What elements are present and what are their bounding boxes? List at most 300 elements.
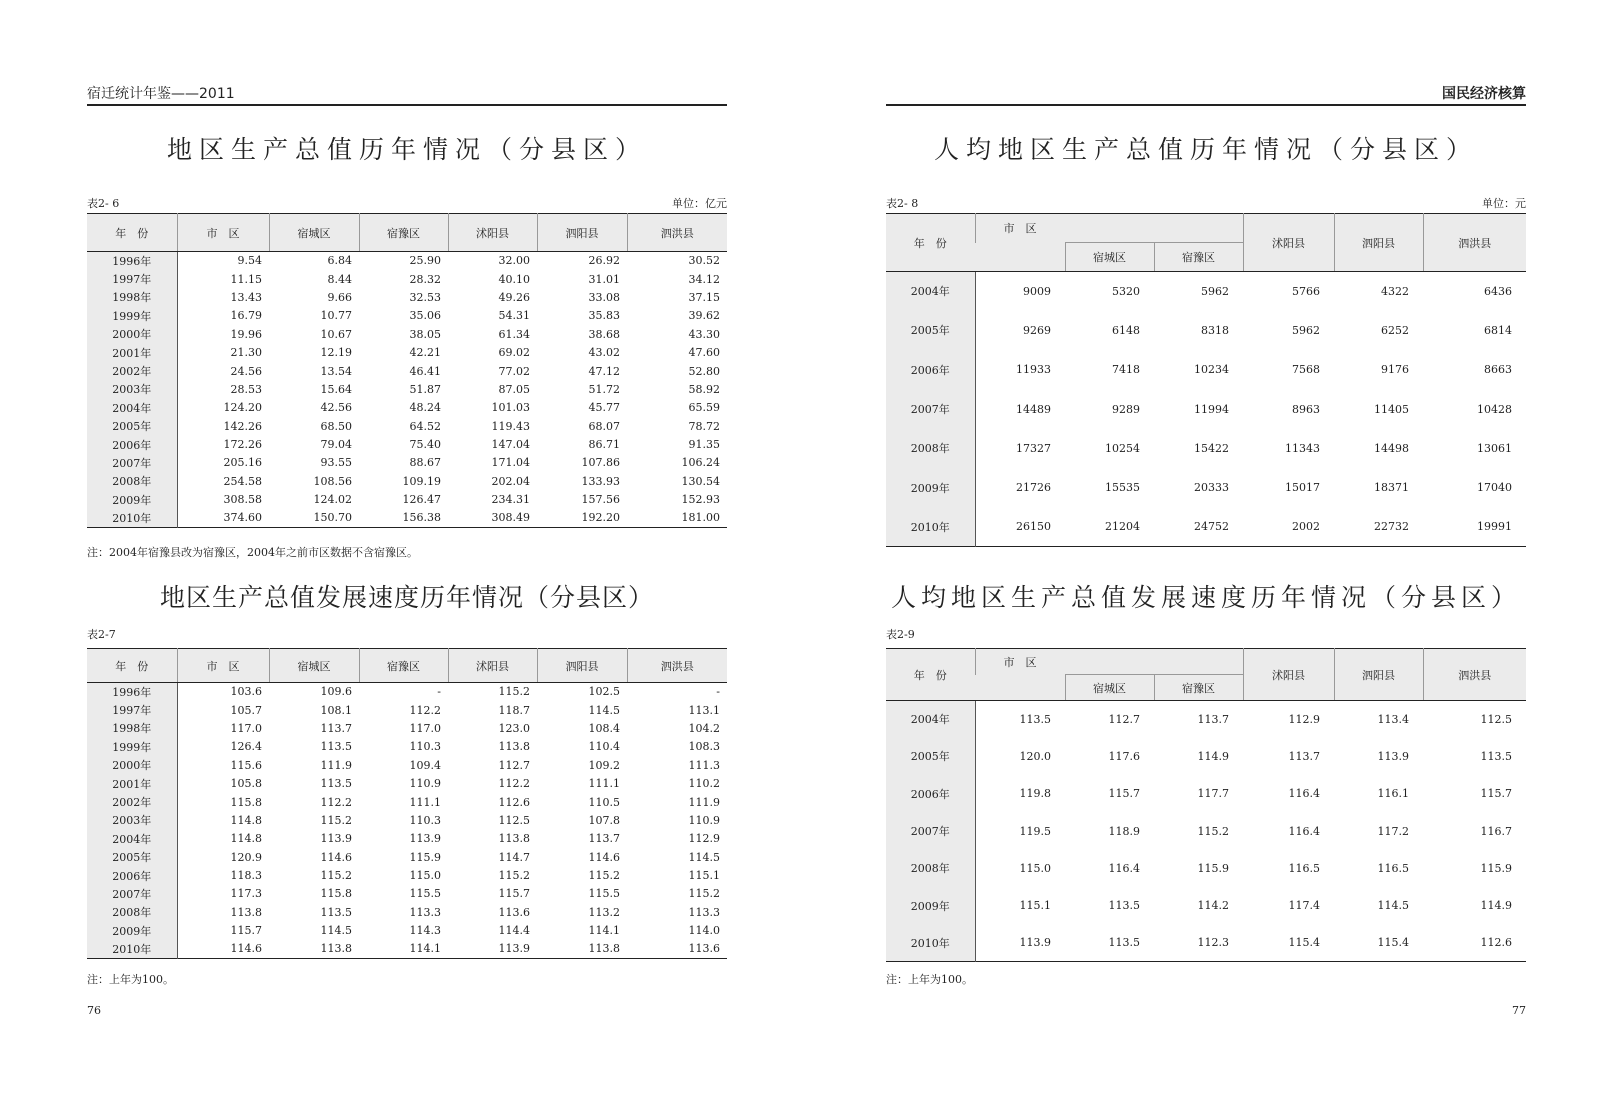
value-cell: 156.38	[402, 511, 441, 525]
value-cell: 112.5	[1480, 712, 1512, 726]
table-row	[87, 756, 727, 774]
table-row	[886, 887, 1526, 924]
value-cell: 150.70	[313, 511, 352, 525]
value-cell: 108.1	[320, 703, 352, 717]
value-cell: 9289	[1112, 402, 1140, 416]
value-cell: 39.62	[688, 309, 720, 323]
value-cell: 111.9	[320, 758, 352, 772]
year-cell: 2010年	[87, 940, 177, 958]
value-cell: 107.86	[581, 456, 620, 470]
value-cell: 88.67	[409, 456, 441, 470]
table-note: 注：上年为100。	[886, 973, 973, 986]
year-cell: 2009年	[886, 887, 975, 924]
column-header: 沭阳县	[1243, 649, 1334, 701]
value-cell: 115.8	[320, 887, 352, 901]
header-row	[87, 649, 727, 683]
table-row	[87, 270, 727, 288]
value-cell: 108.56	[313, 474, 352, 488]
table-row	[87, 811, 727, 829]
value-cell: 69.02	[498, 346, 530, 360]
column-header: 年 份	[87, 649, 177, 683]
year-cell: 2002年	[87, 793, 177, 811]
value-cell: 35.83	[588, 309, 620, 323]
table-row	[87, 885, 727, 903]
value-cell: 51.87	[409, 382, 441, 396]
table-row	[87, 288, 727, 306]
value-cell: 113.7	[588, 832, 620, 846]
value-cell: 54.31	[498, 309, 530, 323]
table-row	[886, 850, 1526, 887]
value-cell: 172.26	[223, 438, 262, 452]
value-cell: 115.7	[1108, 787, 1140, 801]
value-cell: 115.5	[588, 887, 620, 901]
column-header: 宿豫区	[359, 649, 448, 683]
value-cell: 111.9	[688, 795, 720, 809]
value-cell: 114.5	[688, 850, 720, 864]
column-header: 宿城区	[1065, 675, 1154, 701]
value-cell: 28.53	[230, 382, 262, 396]
table-title: 地区生产总值发展速度历年情况（分县区）	[159, 583, 654, 612]
right-page	[886, 0, 1526, 1099]
value-cell: 114.2	[1197, 899, 1229, 913]
value-cell: 12.19	[320, 346, 352, 360]
value-cell: 114.5	[320, 924, 352, 938]
column-header: 年 份	[87, 214, 177, 252]
value-cell: 119.43	[491, 419, 530, 433]
column-header: 市 区	[177, 649, 269, 683]
value-cell: 5962	[1292, 323, 1320, 337]
table-title: 人均地区生产总值历年情况（分县区）	[933, 135, 1478, 164]
value-cell: 93.55	[320, 456, 352, 470]
value-cell: 103.6	[230, 685, 262, 699]
column-header: 泗阳县	[537, 649, 627, 683]
value-cell: 110.2	[688, 777, 720, 791]
value-cell: 8663	[1484, 363, 1512, 377]
value-cell: 9009	[1023, 284, 1051, 298]
value-cell: 114.9	[1197, 749, 1229, 763]
value-cell: 61.34	[498, 327, 530, 341]
table-row	[87, 830, 727, 848]
value-cell: 110.4	[588, 740, 620, 754]
column-header: 泗洪县	[627, 214, 727, 252]
value-cell: 15535	[1105, 481, 1140, 495]
value-cell: 21726	[1016, 481, 1051, 495]
value-cell: 117.3	[230, 887, 262, 901]
value-cell: 117.2	[1377, 824, 1409, 838]
value-cell: 6436	[1484, 284, 1512, 298]
value-cell: 6148	[1112, 323, 1140, 337]
year-cell: 2005年	[886, 738, 975, 775]
column-header: 泗阳县	[1334, 214, 1423, 272]
year-cell: 2008年	[886, 429, 975, 468]
header-row	[886, 649, 1526, 675]
table-row	[87, 738, 727, 756]
value-cell: 16.79	[230, 309, 262, 323]
table-row	[87, 325, 727, 343]
value-cell: 105.8	[230, 777, 262, 791]
value-cell: 87.05	[498, 382, 530, 396]
value-cell: 157.56	[581, 493, 620, 507]
value-cell: 113.8	[498, 832, 530, 846]
table-row	[886, 272, 1526, 311]
value-cell: 113.8	[498, 740, 530, 754]
year-cell: 2008年	[87, 903, 177, 921]
value-cell: 51.72	[588, 382, 620, 396]
table-title: 人均地区生产总值发展速度历年情况（分县区）	[890, 583, 1521, 612]
value-cell: 112.6	[498, 795, 530, 809]
value-cell: 115.2	[320, 813, 352, 827]
value-cell: 113.5	[1480, 749, 1512, 763]
value-cell: 75.40	[409, 438, 441, 452]
value-cell: 24.56	[230, 364, 262, 378]
value-cell: 9.54	[237, 254, 262, 268]
value-cell: 77.02	[498, 364, 530, 378]
value-cell: 19.96	[230, 327, 262, 341]
year-cell: 2002年	[87, 362, 177, 380]
value-cell: 13061	[1477, 441, 1512, 455]
year-cell: 2009年	[886, 468, 975, 507]
value-cell: 113.8	[230, 905, 262, 919]
value-cell: 10428	[1477, 402, 1512, 416]
table-row	[87, 343, 727, 361]
value-cell: 115.2	[688, 887, 720, 901]
column-header: 宿豫区	[1154, 243, 1243, 272]
table-number: 表2- 6	[87, 197, 120, 210]
value-cell: 113.5	[320, 777, 352, 791]
value-cell: 113.6	[688, 942, 720, 956]
table-row	[87, 307, 727, 325]
value-cell: 8318	[1201, 323, 1229, 337]
table-row	[87, 362, 727, 380]
year-cell: 2008年	[87, 472, 177, 490]
value-cell: 46.41	[409, 364, 441, 378]
table-row	[87, 683, 727, 701]
running-head	[87, 86, 727, 106]
value-cell: 124.02	[313, 493, 352, 507]
table-row	[87, 903, 727, 921]
table-row	[87, 922, 727, 940]
value-cell: 31.01	[588, 272, 620, 286]
value-cell: 123.0	[498, 721, 530, 735]
value-cell: 115.7	[498, 887, 530, 901]
value-cell: 147.04	[491, 438, 530, 452]
column-header-spacer	[975, 675, 1065, 701]
value-cell: 105.7	[230, 703, 262, 717]
value-cell: 116.5	[1377, 861, 1409, 875]
value-cell: 112.7	[1108, 712, 1140, 726]
value-cell: 42.21	[409, 346, 441, 360]
value-cell: 10254	[1105, 441, 1140, 455]
value-cell: -	[716, 685, 720, 699]
value-cell: 6252	[1381, 323, 1409, 337]
value-cell: 112.2	[409, 703, 441, 717]
year-cell: 2004年	[886, 272, 975, 311]
value-cell: 113.3	[409, 905, 441, 919]
value-cell: 114.8	[230, 813, 262, 827]
column-header: 年 份	[886, 649, 975, 701]
value-cell: 38.68	[588, 327, 620, 341]
value-cell: 113.4	[1377, 712, 1409, 726]
value-cell: 113.9	[320, 832, 352, 846]
value-cell: 115.9	[1197, 861, 1229, 875]
value-cell: 374.60	[223, 511, 262, 525]
column-header: 年 份	[886, 214, 975, 272]
value-cell: 114.5	[1377, 899, 1409, 913]
value-cell: 11994	[1194, 402, 1229, 416]
value-cell: 112.2	[498, 777, 530, 791]
value-cell: 114.0	[688, 924, 720, 938]
value-cell: 58.92	[688, 382, 720, 396]
value-cell: 52.80	[688, 364, 720, 378]
value-cell: -	[437, 685, 441, 699]
value-cell: 114.6	[320, 850, 352, 864]
value-cell: 112.3	[1197, 936, 1229, 950]
value-cell: 119.8	[1019, 787, 1051, 801]
value-cell: 118.7	[498, 703, 530, 717]
value-cell: 192.20	[581, 511, 620, 525]
value-cell: 116.4	[1108, 861, 1140, 875]
value-cell: 308.49	[491, 511, 530, 525]
value-cell: 115.1	[688, 869, 720, 883]
value-cell: 21.30	[230, 346, 262, 360]
year-cell: 2006年	[87, 866, 177, 884]
year-cell: 2007年	[87, 885, 177, 903]
year-cell: 2005年	[886, 311, 975, 350]
value-cell: 10234	[1194, 363, 1229, 377]
value-cell: 6.84	[327, 254, 352, 268]
value-cell: 14498	[1374, 441, 1409, 455]
year-cell: 2000年	[87, 756, 177, 774]
table-row	[87, 866, 727, 884]
value-cell: 115.0	[1019, 861, 1051, 875]
table-row	[886, 468, 1526, 507]
value-cell: 17040	[1477, 481, 1512, 495]
value-cell: 113.1	[688, 703, 720, 717]
table-note: 注：上年为100。	[87, 973, 174, 986]
value-cell: 107.8	[588, 813, 620, 827]
value-cell: 11933	[1016, 363, 1051, 377]
value-cell: 111.3	[688, 758, 720, 772]
header-row	[886, 214, 1526, 243]
value-cell: 13.54	[320, 364, 352, 378]
year-cell: 2006年	[886, 775, 975, 812]
table-row	[87, 417, 727, 435]
value-cell: 112.9	[688, 832, 720, 846]
value-cell: 116.4	[1288, 824, 1320, 838]
value-cell: 117.7	[1197, 787, 1229, 801]
table-row	[87, 472, 727, 490]
value-cell: 68.50	[320, 419, 352, 433]
value-cell: 118.9	[1108, 824, 1140, 838]
value-cell: 11405	[1374, 402, 1409, 416]
value-cell: 9.66	[327, 290, 352, 304]
value-cell: 115.2	[588, 869, 620, 883]
value-cell: 114.6	[230, 942, 262, 956]
value-cell: 113.8	[588, 942, 620, 956]
year-cell: 2004年	[87, 830, 177, 848]
value-cell: 202.04	[491, 474, 530, 488]
table-row	[886, 775, 1526, 812]
value-cell: 113.7	[1197, 712, 1229, 726]
value-cell: 26150	[1016, 520, 1051, 534]
year-cell: 1997年	[87, 701, 177, 719]
table-row	[87, 848, 727, 866]
year-cell: 2007年	[87, 454, 177, 472]
value-cell: 124.20	[223, 401, 262, 415]
value-cell: 108.4	[588, 721, 620, 735]
value-cell: 114.8	[230, 832, 262, 846]
table-row	[87, 940, 727, 958]
year-cell: 2005年	[87, 848, 177, 866]
value-cell: 115.4	[1288, 936, 1320, 950]
table-row	[886, 701, 1526, 738]
value-cell: 115.1	[1019, 899, 1051, 913]
gdp-table	[87, 213, 727, 528]
year-cell: 2000年	[87, 325, 177, 343]
value-cell: 112.2	[320, 795, 352, 809]
value-cell: 17327	[1016, 441, 1051, 455]
year-cell: 2010年	[886, 507, 975, 546]
value-cell: 113.3	[688, 905, 720, 919]
table-row	[87, 380, 727, 398]
value-cell: 130.54	[681, 474, 720, 488]
table-number: 表2-7	[87, 628, 116, 641]
value-cell: 120.0	[1019, 749, 1051, 763]
table-unit: 单位：元	[1482, 197, 1526, 210]
value-cell: 5766	[1292, 284, 1320, 298]
value-cell: 28.32	[409, 272, 441, 286]
value-cell: 115.2	[498, 685, 530, 699]
column-header: 宿豫区	[359, 214, 448, 252]
year-cell: 2007年	[886, 389, 975, 428]
table-row	[886, 389, 1526, 428]
value-cell: 114.6	[588, 850, 620, 864]
value-cell: 111.1	[588, 777, 620, 791]
left-page	[87, 0, 727, 1099]
value-cell: 32.00	[498, 254, 530, 268]
value-cell: 142.26	[223, 419, 262, 433]
value-cell: 117.0	[409, 721, 441, 735]
value-cell: 120.9	[230, 850, 262, 864]
value-cell: 68.07	[588, 419, 620, 433]
value-cell: 171.04	[491, 456, 530, 470]
value-cell: 9269	[1023, 323, 1051, 337]
running-head-text: 国民经济核算	[1442, 86, 1526, 102]
value-cell: 117.6	[1108, 749, 1140, 763]
value-cell: 110.9	[688, 813, 720, 827]
table-row	[886, 812, 1526, 849]
value-cell: 112.7	[498, 758, 530, 772]
year-cell: 1996年	[87, 252, 177, 270]
value-cell: 110.3	[409, 740, 441, 754]
year-cell: 2006年	[886, 350, 975, 389]
value-cell: 119.5	[1019, 824, 1051, 838]
value-cell: 117.0	[230, 721, 262, 735]
value-cell: 113.9	[409, 832, 441, 846]
value-cell: 10.67	[320, 327, 352, 341]
value-cell: 152.93	[681, 493, 720, 507]
year-cell: 2001年	[87, 343, 177, 361]
table-note: 注：2004年宿豫县改为宿豫区，2004年之前市区数据不含宿豫区。	[87, 546, 418, 559]
year-cell: 2005年	[87, 417, 177, 435]
value-cell: 112.5	[498, 813, 530, 827]
value-cell: 205.16	[223, 456, 262, 470]
table-number: 表2- 8	[886, 197, 919, 210]
year-cell: 2003年	[87, 811, 177, 829]
value-cell: 117.4	[1288, 899, 1320, 913]
value-cell: 115.2	[1197, 824, 1229, 838]
value-cell: 113.5	[1019, 712, 1051, 726]
value-cell: 113.9	[498, 942, 530, 956]
value-cell: 115.4	[1377, 936, 1409, 950]
value-cell: 109.6	[320, 685, 352, 699]
value-cell: 113.5	[320, 740, 352, 754]
value-cell: 113.5	[1108, 899, 1140, 913]
value-cell: 102.5	[588, 685, 620, 699]
value-cell: 114.1	[409, 942, 441, 956]
value-cell: 113.5	[320, 905, 352, 919]
value-cell: 4322	[1381, 284, 1409, 298]
value-cell: 115.2	[320, 869, 352, 883]
value-cell: 86.71	[588, 438, 620, 452]
value-cell: 108.3	[688, 740, 720, 754]
value-cell: 15.64	[320, 382, 352, 396]
value-cell: 45.77	[588, 401, 620, 415]
value-cell: 22732	[1374, 520, 1409, 534]
year-cell: 1999年	[87, 738, 177, 756]
value-cell: 26.92	[588, 254, 620, 268]
column-header: 宿城区	[269, 214, 359, 252]
value-cell: 42.56	[320, 401, 352, 415]
value-cell: 37.15	[688, 290, 720, 304]
value-cell: 13.43	[230, 290, 262, 304]
value-cell: 14489	[1016, 402, 1051, 416]
value-cell: 115.8	[230, 795, 262, 809]
column-header: 泗阳县	[537, 214, 627, 252]
table-unit: 单位：亿元	[672, 197, 727, 210]
running-head-text: 宿迁统计年鉴——2011	[87, 86, 235, 102]
column-header: 泗洪县	[1423, 214, 1526, 272]
value-cell: 7418	[1112, 363, 1140, 377]
value-cell: 43.02	[588, 346, 620, 360]
value-cell: 115.6	[230, 758, 262, 772]
value-cell: 6814	[1484, 323, 1512, 337]
value-cell: 79.04	[320, 438, 352, 452]
table-row	[886, 311, 1526, 350]
table-row	[886, 429, 1526, 468]
page-number: 76	[87, 1004, 101, 1017]
table-row	[87, 774, 727, 792]
value-cell: 114.9	[1480, 899, 1512, 913]
value-cell: 15017	[1285, 481, 1320, 495]
table-row	[87, 509, 727, 527]
value-cell: 110.3	[409, 813, 441, 827]
value-cell: 40.10	[498, 272, 530, 286]
value-cell: 32.53	[409, 290, 441, 304]
table-number: 表2-9	[886, 628, 915, 641]
value-cell: 114.4	[498, 924, 530, 938]
table-row	[87, 701, 727, 719]
value-cell: 126.4	[230, 740, 262, 754]
value-cell: 116.1	[1377, 787, 1409, 801]
value-cell: 113.6	[498, 905, 530, 919]
value-cell: 47.12	[588, 364, 620, 378]
year-cell: 2008年	[886, 850, 975, 887]
value-cell: 308.58	[223, 493, 262, 507]
value-cell: 181.00	[681, 511, 720, 525]
year-cell: 1996年	[87, 683, 177, 701]
value-cell: 115.7	[230, 924, 262, 938]
